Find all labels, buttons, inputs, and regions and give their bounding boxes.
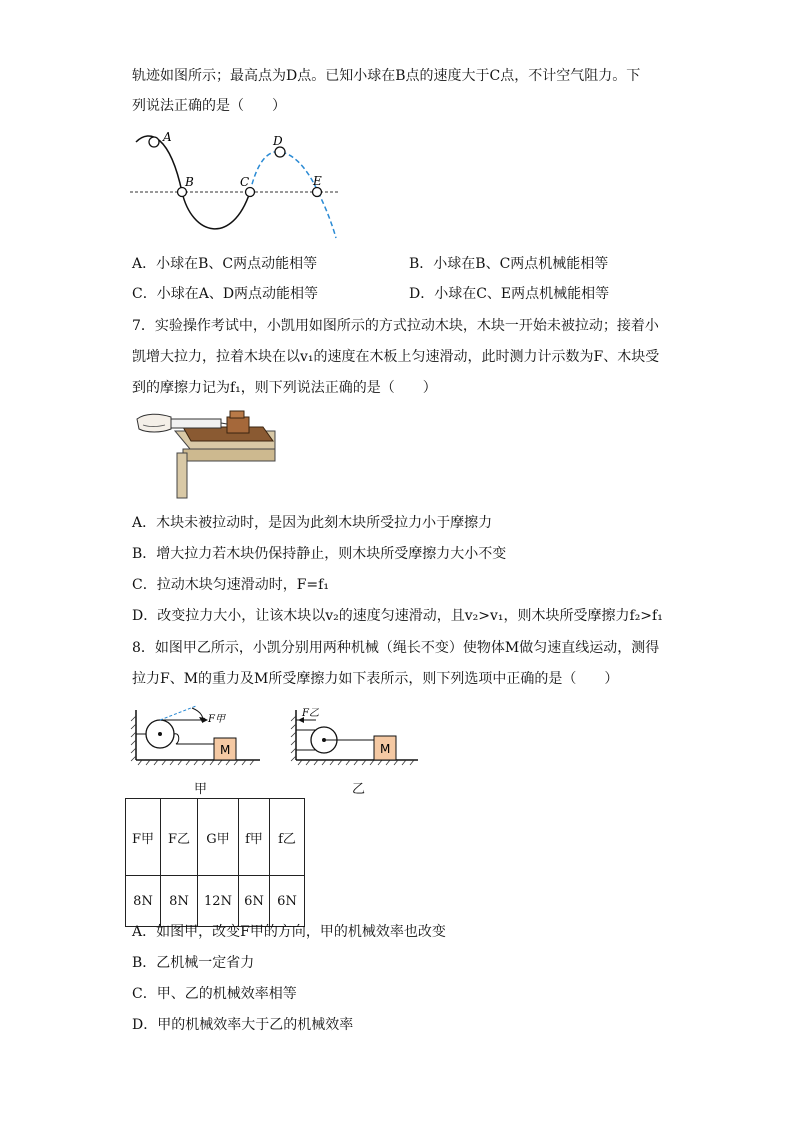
table-front: [183, 449, 275, 461]
q7-option-b[interactable]: B．增大拉力若木块仍保持静止，则木块所受摩擦力大小不变: [132, 546, 507, 562]
value-friction-yi: 6N: [270, 876, 305, 927]
ball-a: [149, 137, 159, 147]
q8-figure-jia: [128, 706, 268, 768]
header-friction-jia: f甲: [239, 799, 270, 876]
force-jia-label: F甲: [208, 714, 225, 725]
label-c: C: [240, 175, 250, 189]
q8-stem-line1: 8．如图甲乙所示，小凯分别用两种机械（绳长不变）使物体M做匀速直线运动，测得: [132, 640, 660, 656]
q6-option-a[interactable]: A．小球在B、C两点动能相等: [132, 256, 318, 272]
q7-option-a[interactable]: A．木块未被拉动时，是因为此刻木块所受拉力小于摩擦力: [132, 515, 493, 531]
q8-option-b[interactable]: B．乙机械一定省力: [132, 955, 255, 971]
header-g-jia: G甲: [198, 799, 239, 876]
q7-stem-line1: 7．实验操作考试中，小凯用如图所示的方式拉动木块，木块一开始未被拉动；接着小: [132, 318, 659, 334]
caption-yi: 乙: [352, 782, 366, 797]
table-leg: [177, 453, 187, 498]
q7-option-c[interactable]: C．拉动木块匀速滑动时，F=f₁: [132, 577, 329, 593]
q6-stem-line1: 轨迹如图所示；最高点为D点。已知小球在B点的速度大于C点，不计空气阻力。下: [132, 68, 641, 84]
q6-option-b[interactable]: B．小球在B、C两点机械能相等: [409, 256, 609, 272]
q8-data-table: [125, 798, 305, 927]
header-friction-yi: f乙: [270, 799, 305, 876]
q8-option-a[interactable]: A．如图甲，改变F甲的方向，甲的机械效率也改变: [132, 924, 446, 940]
block-m-jia-label: M: [220, 743, 231, 757]
q7-experiment-figure: [135, 405, 280, 500]
q6-option-d[interactable]: D．小球在C、E两点机械能相等: [409, 286, 610, 302]
value-f-yi: 8N: [161, 876, 198, 927]
q8-option-d[interactable]: D．甲的机械效率大于乙的机械效率: [132, 1017, 354, 1033]
block-m-yi-label: M: [380, 742, 391, 756]
q7-stem-line2: 凯增大拉力，拉着木块在以v₁的速度在木板上匀速滑动，此时测力计示数为F、木块受: [132, 349, 660, 365]
caption-jia: 甲: [194, 782, 208, 797]
q8-figure-yi: [290, 706, 425, 768]
dashed-trajectory: [250, 152, 336, 238]
hand: [137, 414, 171, 432]
q7-stem-line3: 到的摩擦力记为f₁，则下列说法正确的是（ ）: [132, 380, 437, 396]
block-top: [230, 411, 244, 418]
q8-option-c[interactable]: C．甲、乙的机械效率相等: [132, 986, 297, 1002]
wooden-block: [227, 417, 249, 433]
q8-stem-line2: 拉力F、M的重力及M所受摩擦力如下表所示，则下列选项中正确的是（ ）: [132, 671, 619, 687]
value-friction-jia: 6N: [239, 876, 270, 927]
header-f-yi: F乙: [161, 799, 198, 876]
ball-d: [275, 147, 285, 157]
q7-option-d[interactable]: D．改变拉力大小，让该木块以v₂的速度匀速滑动，且v₂>v₁，则木块所受摩擦力f₂>f₁: [132, 608, 663, 624]
table-value-row: [126, 876, 305, 927]
spring-scale: [171, 419, 221, 428]
q6-option-c[interactable]: C．小球在A、D两点动能相等: [132, 286, 319, 302]
value-f-jia: 8N: [126, 876, 161, 927]
label-d: D: [273, 134, 283, 148]
header-f-jia: F甲: [126, 799, 161, 876]
label-e: E: [313, 174, 322, 188]
q6-trajectory-figure: [130, 128, 345, 243]
table-header-row: [126, 799, 305, 876]
label-a: A: [163, 130, 172, 144]
value-g-jia: 12N: [198, 876, 239, 927]
label-b: B: [185, 175, 194, 189]
q6-stem-line2: 列说法正确的是（ ）: [132, 98, 286, 114]
force-yi-label: F乙: [302, 708, 319, 719]
ball-e: [313, 188, 322, 197]
